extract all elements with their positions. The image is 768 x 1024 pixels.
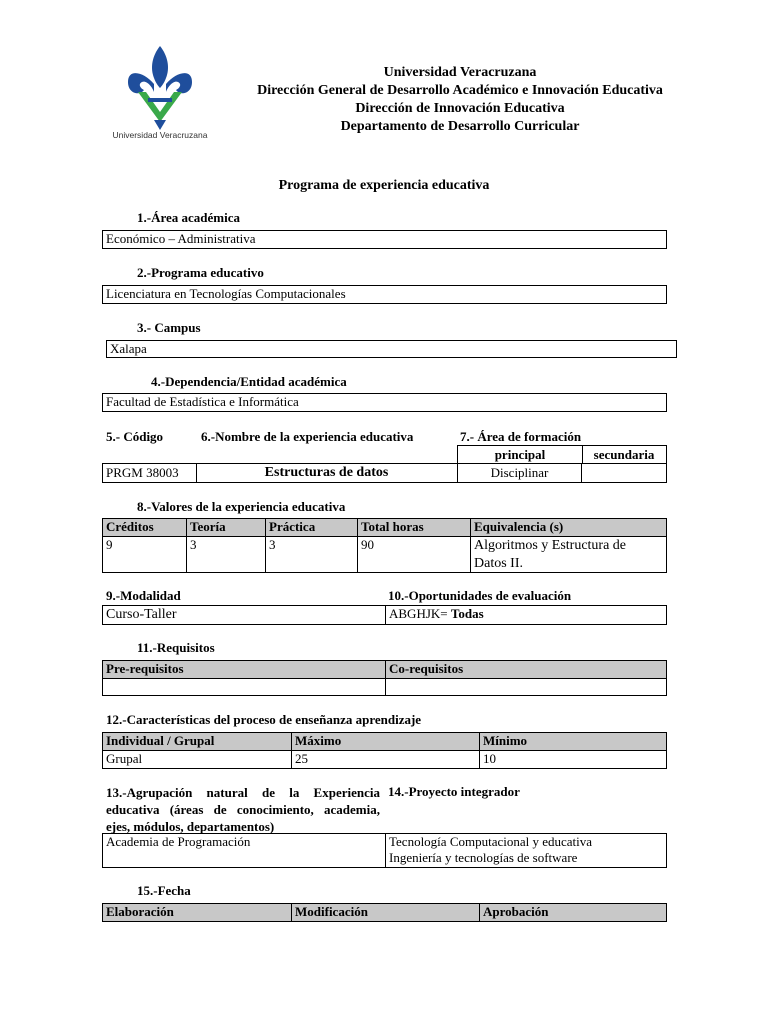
codigo-value: PRGM 38003 (106, 465, 179, 480)
dependencia-box (102, 393, 667, 412)
practica-header: Práctica (269, 519, 316, 534)
fecha-table (102, 903, 667, 922)
agrupacion-row (102, 833, 667, 868)
agrupacion-label-line-3: ejes, módulos, departamentos) (106, 819, 275, 834)
total-horas-value: 90 (361, 537, 374, 552)
campus-label: 3.- Campus (137, 320, 201, 335)
caracteristicas-table (102, 732, 667, 769)
oportunidades-value (386, 606, 487, 622)
veracruz-flower-icon (104, 42, 216, 132)
equivalencia-header: Equivalencia (s) (474, 519, 564, 534)
header-line-3: Dirección de Innovación Educativa (355, 101, 565, 116)
modificacion-header: Modificación (295, 904, 368, 919)
valores-label: 8.-Valores de la experiencia educativa (137, 499, 346, 514)
nombre-experiencia-label: 6.-Nombre de la experiencia educativa (201, 429, 414, 444)
fecha-label: 15.-Fecha (137, 883, 191, 898)
modalidad-value: Curso-Taller (106, 607, 177, 622)
area-formacion-header (457, 445, 667, 464)
document-title: Programa de experiencia educativa (278, 178, 490, 193)
caracteristicas-label: 12.-Características del proceso de enseñanza aprendizaje (106, 712, 422, 727)
corequisitos-header: Co-requisitos (389, 661, 464, 676)
equivalencia-value: Algoritmos y Estructura de Datos II. (474, 538, 627, 571)
minimo-value: 10 (483, 751, 496, 766)
prerequisitos-header: Pre-requisitos (106, 661, 184, 676)
codigo-nombre-row (102, 463, 667, 483)
individual-grupal-header: Individual / Grupal (106, 733, 215, 748)
header-line-2: Dirección General de Desarrollo Académico e Innovación Educativa (257, 83, 663, 98)
maximo-header: Máximo (295, 733, 342, 748)
oportunidades-label: 10.-Oportunidades de evaluación (388, 588, 572, 603)
secundaria-label: secundaria (593, 447, 655, 462)
proyecto-integrador-label: 14.-Proyecto integrador (388, 784, 520, 799)
area-academica-box (102, 230, 667, 249)
programa-educativo-label: 2.-Programa educativo (137, 265, 264, 280)
elaboracion-header: Elaboración (106, 904, 174, 919)
minimo-header: Mínimo (483, 733, 528, 748)
valores-table (102, 518, 667, 573)
university-logo (104, 42, 216, 144)
requisitos-table (102, 660, 667, 696)
teoria-header: Teoría (190, 519, 226, 534)
oportunidades-todas: Todas (450, 606, 484, 621)
header-line-1: Universidad Veracruzana (383, 65, 537, 80)
agrupacion-value: Academia de Programación (106, 834, 251, 849)
oportunidades-code: ABGHJK= (389, 606, 448, 621)
principal-label: principal (494, 447, 546, 462)
area-academica-value: Económico – Administrativa (106, 231, 256, 246)
dependencia-value: Facultad de Estadística e Informática (106, 394, 299, 409)
nombre-experiencia-value: Estructuras de datos (264, 465, 389, 480)
practica-value: 3 (269, 537, 276, 552)
area-academica-label: 1.-Área académica (137, 210, 241, 225)
dependencia-label: 4.-Dependencia/Entidad académica (151, 374, 347, 389)
principal-value: Disciplinar (490, 465, 549, 480)
total-horas-header: Total horas (361, 519, 424, 534)
codigo-label: 5.- Código (106, 429, 164, 444)
creditos-value: 9 (106, 537, 113, 552)
agrupacion-label (106, 784, 380, 835)
proyecto-integrador-value-2: Ingeniería y tecnologías de software (389, 850, 578, 865)
logo-caption: Universidad Veracruzana (112, 130, 208, 140)
agrupacion-label-line-2: educativa (áreas de conocimiento, academia, (106, 802, 380, 817)
maximo-value: 25 (295, 751, 308, 766)
area-formacion-label: 7.- Área de formación (460, 429, 582, 444)
programa-educativo-value: Licenciatura en Tecnologías Computacionales (106, 286, 346, 301)
requisitos-label: 11.-Requisitos (137, 640, 215, 655)
header-line-4: Departamento de Desarrollo Curricular (340, 119, 580, 134)
campus-value: Xalapa (110, 341, 147, 356)
campus-box (106, 340, 677, 358)
teoria-value: 3 (190, 537, 197, 552)
programa-educativo-box (102, 285, 667, 304)
proyecto-integrador-value-1: Tecnología Computacional y educativa (389, 834, 593, 849)
modalidad-label: 9.-Modalidad (106, 588, 181, 603)
modalidad-row (102, 605, 667, 625)
individual-grupal-value: Grupal (106, 751, 143, 766)
creditos-header: Créditos (106, 519, 154, 534)
agrupacion-label-line-1: 13.-Agrupación natural de la Experiencia (106, 785, 380, 800)
aprobacion-header: Aprobación (483, 904, 549, 919)
